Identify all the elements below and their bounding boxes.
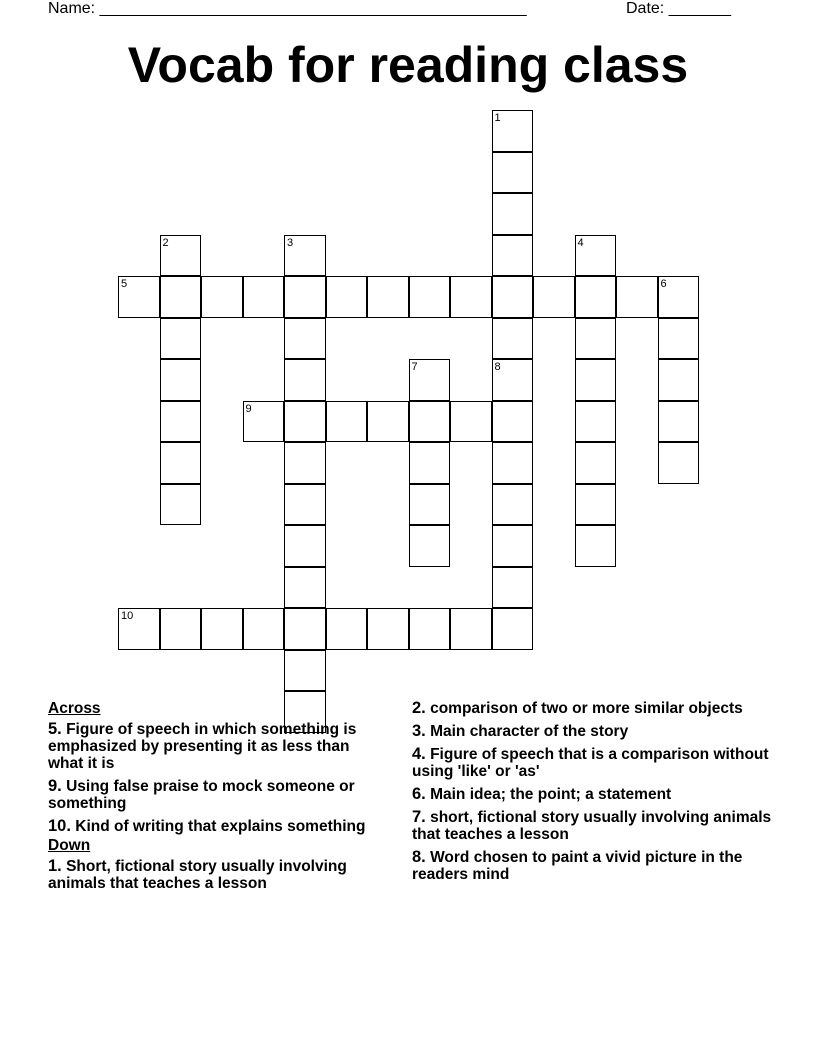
grid-cell[interactable] bbox=[492, 359, 534, 401]
grid-cell[interactable] bbox=[284, 567, 326, 609]
grid-cell[interactable] bbox=[492, 442, 534, 484]
clue-number: 3. bbox=[412, 722, 426, 740]
cell-number: 10 bbox=[121, 610, 134, 622]
clue-number: 6. bbox=[412, 785, 426, 803]
grid-cell[interactable] bbox=[409, 608, 451, 650]
grid-cell[interactable] bbox=[284, 401, 326, 443]
clue-text: Short, fictional story usually involving animals that teaches a lesson bbox=[48, 858, 347, 892]
grid-cell[interactable] bbox=[326, 401, 368, 443]
grid-cell[interactable] bbox=[160, 359, 202, 401]
cell-number: 8 bbox=[494, 361, 501, 373]
cell-number: 4 bbox=[577, 236, 584, 249]
grid-cell[interactable] bbox=[367, 276, 409, 318]
grid-cell[interactable] bbox=[160, 401, 202, 443]
grid-cell[interactable] bbox=[575, 318, 617, 360]
date-field-label[interactable]: Date: _______ bbox=[626, 0, 731, 17]
cell-number: 5 bbox=[121, 278, 128, 290]
cell-number: 9 bbox=[245, 402, 252, 415]
grid-cell[interactable] bbox=[284, 608, 326, 650]
clue-number: 9. bbox=[48, 777, 62, 795]
across-heading: Across bbox=[48, 700, 101, 717]
clue-across-5 bbox=[48, 721, 388, 772]
grid-cell[interactable] bbox=[658, 442, 700, 484]
grid-cell[interactable] bbox=[284, 525, 326, 567]
cell-number: 2 bbox=[162, 236, 169, 249]
clue-number: 5. bbox=[48, 720, 62, 738]
clue-down-2 bbox=[412, 700, 772, 717]
grid-cell[interactable] bbox=[284, 318, 326, 360]
grid-cell[interactable] bbox=[492, 401, 534, 443]
grid-cell[interactable] bbox=[575, 525, 617, 567]
cell-number: 7 bbox=[411, 361, 418, 373]
grid-cell[interactable] bbox=[160, 484, 202, 526]
clue-text: Figure of speech that is a comparison without using 'like' or 'as' bbox=[412, 746, 769, 780]
clue-text: Using false praise to mock someone or something bbox=[48, 778, 355, 812]
grid-cell[interactable] bbox=[160, 608, 202, 650]
grid-cell[interactable] bbox=[492, 110, 534, 152]
grid-cell[interactable] bbox=[201, 608, 243, 650]
name-field-label[interactable]: Name: ________________________________________________ bbox=[48, 0, 527, 17]
clue-text: Figure of speech in which something is emphasized by presenting it as less than what it is bbox=[48, 721, 357, 772]
grid-cell[interactable] bbox=[160, 235, 202, 277]
grid-cell[interactable] bbox=[284, 484, 326, 526]
clue-down-4 bbox=[412, 746, 772, 780]
grid-cell[interactable] bbox=[326, 276, 368, 318]
clue-number: 2. bbox=[412, 699, 426, 717]
grid-cell[interactable] bbox=[326, 608, 368, 650]
grid-cell[interactable] bbox=[284, 359, 326, 401]
grid-cell[interactable] bbox=[450, 401, 492, 443]
grid-cell[interactable] bbox=[658, 401, 700, 443]
page-title: Vocab for reading class bbox=[127, 37, 689, 93]
grid-cell[interactable] bbox=[160, 276, 202, 318]
grid-cell[interactable] bbox=[409, 276, 451, 318]
grid-cell[interactable] bbox=[450, 608, 492, 650]
clue-down-8 bbox=[412, 849, 772, 883]
grid-cell[interactable] bbox=[575, 276, 617, 318]
cell-number: 3 bbox=[287, 236, 294, 249]
grid-cell[interactable] bbox=[658, 276, 700, 318]
grid-cell[interactable] bbox=[533, 276, 575, 318]
cell-number: 6 bbox=[660, 278, 667, 290]
grid-cell[interactable] bbox=[409, 525, 451, 567]
clue-across-10 bbox=[48, 818, 388, 835]
grid-cell[interactable] bbox=[492, 152, 534, 194]
grid-cell[interactable] bbox=[616, 276, 658, 318]
grid-cell[interactable] bbox=[409, 359, 451, 401]
clue-down-3 bbox=[412, 723, 772, 740]
grid-cell[interactable] bbox=[284, 650, 326, 692]
clues-column-right bbox=[412, 700, 772, 889]
clues-column-left bbox=[48, 700, 388, 898]
grid-cell[interactable] bbox=[409, 401, 451, 443]
grid-cell[interactable] bbox=[243, 276, 285, 318]
clue-number: 10. bbox=[48, 817, 71, 835]
grid-cell[interactable] bbox=[450, 276, 492, 318]
clue-down-1 bbox=[48, 858, 388, 892]
grid-cell[interactable] bbox=[409, 484, 451, 526]
grid-cell[interactable] bbox=[160, 318, 202, 360]
clue-number: 8. bbox=[412, 848, 426, 866]
grid-cell[interactable] bbox=[575, 442, 617, 484]
grid-cell[interactable] bbox=[492, 193, 534, 235]
grid-cell[interactable] bbox=[160, 442, 202, 484]
grid-cell[interactable] bbox=[492, 318, 534, 360]
grid-cell[interactable] bbox=[201, 276, 243, 318]
clue-text: comparison of two or more similar objects bbox=[430, 700, 743, 717]
grid-cell[interactable] bbox=[575, 401, 617, 443]
grid-cell[interactable] bbox=[284, 276, 326, 318]
cell-number: 1 bbox=[494, 112, 501, 124]
grid-cell[interactable] bbox=[492, 608, 534, 650]
clue-text: Main idea; the point; a statement bbox=[430, 786, 672, 803]
clue-down-6 bbox=[412, 786, 772, 803]
grid-cell[interactable] bbox=[118, 276, 160, 318]
grid-cell[interactable] bbox=[243, 608, 285, 650]
grid-cell[interactable] bbox=[658, 359, 700, 401]
grid-cell[interactable] bbox=[492, 276, 534, 318]
grid-cell[interactable] bbox=[492, 235, 534, 277]
clue-across-9 bbox=[48, 778, 388, 812]
clue-text: Kind of writing that explains something bbox=[75, 818, 366, 835]
grid-cell[interactable] bbox=[492, 484, 534, 526]
grid-cell[interactable] bbox=[409, 442, 451, 484]
grid-cell[interactable] bbox=[118, 608, 160, 650]
grid-cell[interactable] bbox=[492, 525, 534, 567]
grid-cell[interactable] bbox=[575, 235, 617, 277]
clue-text: Main character of the story bbox=[430, 723, 629, 740]
grid-cell[interactable] bbox=[492, 567, 534, 609]
clue-text: short, fictional story usually involving animals that teaches a lesson bbox=[412, 809, 772, 843]
grid-cell[interactable] bbox=[658, 318, 700, 360]
grid-cell[interactable] bbox=[367, 608, 409, 650]
grid-cell[interactable] bbox=[575, 359, 617, 401]
clue-down-7 bbox=[412, 809, 772, 843]
down-heading: Down bbox=[48, 837, 91, 854]
grid-cell[interactable] bbox=[284, 235, 326, 277]
clue-text: Word chosen to paint a vivid picture in the readers mind bbox=[412, 849, 743, 883]
grid-cell[interactable] bbox=[367, 401, 409, 443]
grid-cell[interactable] bbox=[243, 401, 285, 443]
grid-cell[interactable] bbox=[575, 484, 617, 526]
clue-number: 7. bbox=[412, 808, 426, 826]
clue-number: 1. bbox=[48, 857, 62, 875]
grid-cell[interactable] bbox=[284, 442, 326, 484]
clue-number: 4. bbox=[412, 745, 426, 763]
